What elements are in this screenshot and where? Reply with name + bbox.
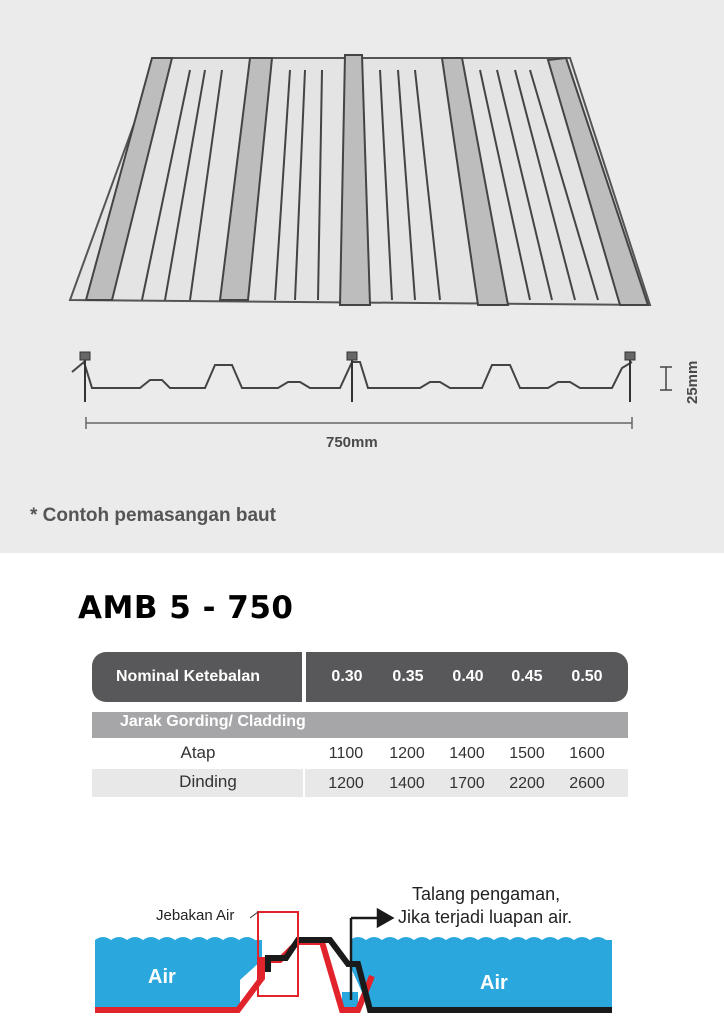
height-dimension-label: 25mm: [684, 360, 701, 404]
gutter-label-line2: Jika terjadi luapan air.: [398, 907, 573, 927]
table-cell: 1200: [389, 745, 425, 762]
right-water-label: Air: [480, 972, 508, 994]
water-trap-diagram: [0, 860, 724, 1024]
thickness-header-label: Nominal Ketebalan: [116, 668, 261, 685]
table-cell: 1700: [449, 775, 485, 792]
table-cell: 1200: [328, 775, 364, 792]
table-cell: 1100: [328, 745, 364, 762]
thickness-value: 0.45: [511, 668, 543, 685]
width-dimension-line: [86, 417, 632, 429]
height-dimension-line: [660, 367, 672, 390]
product-title: AMB 5 - 750: [78, 590, 294, 626]
thickness-value: 0.50: [571, 668, 603, 685]
table-cell: 1400: [389, 775, 425, 792]
table-cell: 2200: [509, 775, 545, 792]
row-label: Dinding: [179, 772, 237, 791]
left-water-label: Air: [148, 966, 176, 988]
table-cell: 2600: [569, 775, 605, 792]
trap-label: Jebakan Air: [156, 907, 235, 924]
row-label: Atap: [180, 743, 216, 762]
section-label: Jarak Gording/ Cladding: [120, 713, 306, 730]
table-cell: 1600: [569, 745, 605, 762]
column-divider: [303, 740, 305, 798]
thickness-value: 0.35: [392, 668, 424, 685]
gutter-label-line1: Talang pengaman,: [412, 884, 561, 904]
table-cell: 1500: [509, 745, 545, 762]
width-dimension-label: 750mm: [326, 434, 378, 451]
left-water: [95, 937, 262, 1010]
thickness-value: 0.40: [452, 668, 484, 685]
table-cell: 1400: [449, 745, 485, 762]
installation-note: * Contoh pemasangan baut: [30, 505, 276, 526]
screw-icon: [80, 352, 635, 402]
thickness-value: 0.30: [331, 668, 363, 685]
trap-pointer-line: [250, 912, 258, 918]
